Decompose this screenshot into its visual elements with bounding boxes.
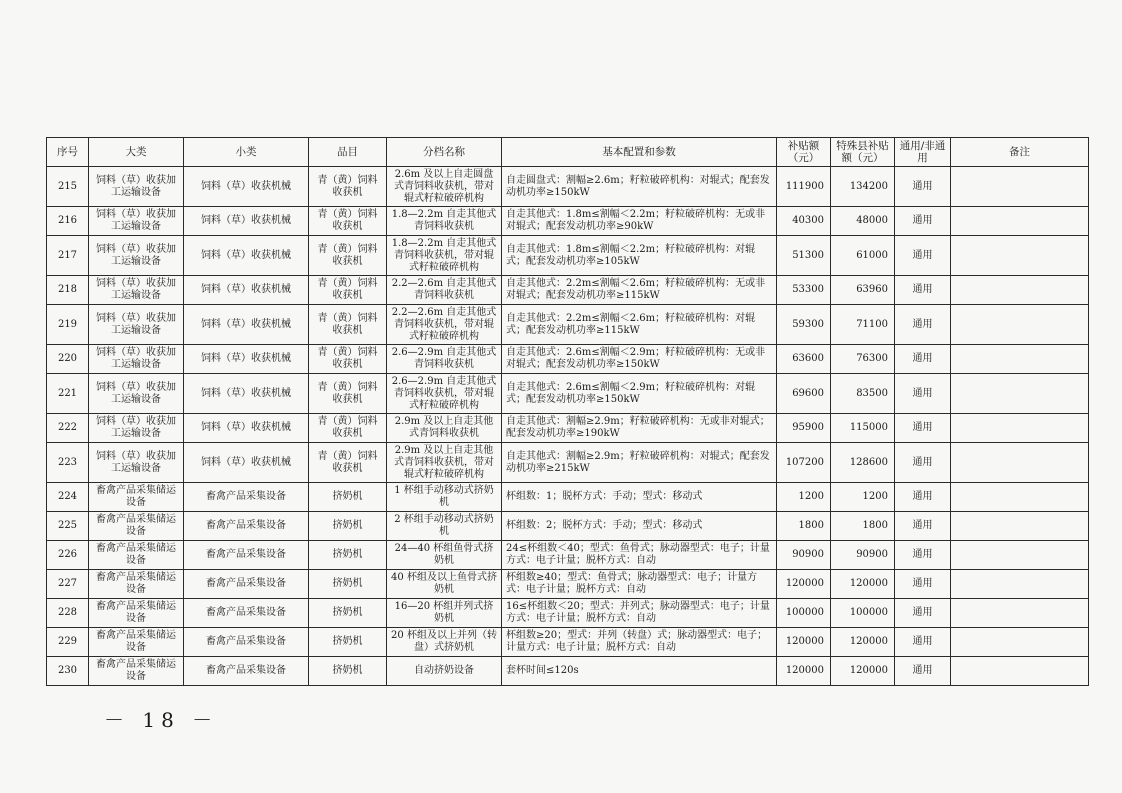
header-general: 通用/非通用 [895, 138, 951, 167]
table-row [47, 276, 1089, 305]
header-item: 品目 [309, 138, 387, 167]
cell-major: 饲料（草）收获加工运输设备 [89, 305, 184, 345]
cell-item: 青（黄）饲料收获机 [309, 345, 387, 374]
cell-tier: 1 杯组手动移动式挤奶机 [387, 483, 502, 512]
cell-major: 畜禽产品采集储运设备 [89, 541, 184, 570]
header-no: 序号 [47, 138, 89, 167]
cell-spec: 24≤杯组数＜40；型式：鱼骨式；脉动器型式：电子；计量方式：电子计量；脱杯方式：自动 [502, 541, 777, 570]
cell-special: 61000 [831, 236, 895, 276]
cell-no: 218 [47, 276, 89, 305]
cell-remark [951, 657, 1089, 686]
cell-major: 畜禽产品采集储运设备 [89, 570, 184, 599]
cell-minor: 畜禽产品采集设备 [184, 628, 309, 657]
table-row [47, 207, 1089, 236]
cell-subsidy: 53300 [777, 276, 831, 305]
table-row [47, 345, 1089, 374]
cell-general: 通用 [895, 236, 951, 276]
cell-special: 120000 [831, 628, 895, 657]
header-spec: 基本配置和参数 [502, 138, 777, 167]
cell-no: 217 [47, 236, 89, 276]
table-row [47, 236, 1089, 276]
cell-special: 1800 [831, 512, 895, 541]
cell-spec: 套杯时间≤120s [502, 657, 777, 686]
page-number: － 18 － [104, 708, 219, 732]
cell-special: 63960 [831, 276, 895, 305]
header-special: 特殊县补贴额（元） [831, 138, 895, 167]
cell-major: 畜禽产品采集储运设备 [89, 512, 184, 541]
header-tier: 分档名称 [387, 138, 502, 167]
cell-general: 通用 [895, 345, 951, 374]
cell-special: 1200 [831, 483, 895, 512]
cell-no: 230 [47, 657, 89, 686]
cell-general: 通用 [895, 443, 951, 483]
cell-special: 128600 [831, 443, 895, 483]
cell-remark [951, 628, 1089, 657]
cell-general: 通用 [895, 207, 951, 236]
cell-item: 挤奶机 [309, 657, 387, 686]
cell-major: 饲料（草）收获加工运输设备 [89, 443, 184, 483]
cell-special: 90900 [831, 541, 895, 570]
cell-tier: 自动挤奶设备 [387, 657, 502, 686]
cell-spec: 自走其他式：2.2m≤割幅＜2.6m；籽粒破碎机构：无或非对辊式；配套发动机功率≥115kW [502, 276, 777, 305]
cell-minor: 畜禽产品采集设备 [184, 512, 309, 541]
cell-spec: 16≤杯组数＜20；型式：并列式；脉动器型式：电子；计量方式：电子计量；脱杯方式：自动 [502, 599, 777, 628]
cell-major: 畜禽产品采集储运设备 [89, 483, 184, 512]
cell-item: 青（黄）饲料收获机 [309, 236, 387, 276]
cell-subsidy: 51300 [777, 236, 831, 276]
cell-item: 挤奶机 [309, 483, 387, 512]
cell-item: 青（黄）饲料收获机 [309, 374, 387, 414]
table-row [47, 167, 1089, 207]
cell-item: 挤奶机 [309, 570, 387, 599]
cell-major: 饲料（草）收获加工运输设备 [89, 236, 184, 276]
cell-major: 饲料（草）收获加工运输设备 [89, 414, 184, 443]
cell-subsidy: 120000 [777, 570, 831, 599]
cell-spec: 杯组数≥40；型式：鱼骨式；脉动器型式：电子；计量方式：电子计量；脱杯方式：自动 [502, 570, 777, 599]
cell-tier: 2.2—2.6m 自走其他式青饲料收获机，带对辊式籽粒破碎机构 [387, 305, 502, 345]
cell-no: 229 [47, 628, 89, 657]
table-row [47, 657, 1089, 686]
cell-item: 青（黄）饲料收获机 [309, 443, 387, 483]
cell-subsidy: 59300 [777, 305, 831, 345]
cell-special: 48000 [831, 207, 895, 236]
cell-tier: 40 杯组及以上鱼骨式挤奶机 [387, 570, 502, 599]
cell-general: 通用 [895, 305, 951, 345]
cell-tier: 2.2—2.6m 自走其他式青饲料收获机 [387, 276, 502, 305]
cell-major: 饲料（草）收获加工运输设备 [89, 345, 184, 374]
cell-no: 228 [47, 599, 89, 628]
table-row [47, 443, 1089, 483]
cell-no: 221 [47, 374, 89, 414]
cell-subsidy: 1200 [777, 483, 831, 512]
cell-minor: 畜禽产品采集设备 [184, 599, 309, 628]
header-remark: 备注 [951, 138, 1089, 167]
table-row [47, 305, 1089, 345]
cell-tier: 2.6m 及以上自走圆盘式青饲料收获机，带对辊式籽粒破碎机构 [387, 167, 502, 207]
cell-spec: 杯组数≥20；型式：并列（转盘）式；脉动器型式：电子；计量方式：电子计量；脱杯方式：自动 [502, 628, 777, 657]
cell-general: 通用 [895, 628, 951, 657]
cell-minor: 畜禽产品采集设备 [184, 483, 309, 512]
cell-item: 青（黄）饲料收获机 [309, 207, 387, 236]
cell-spec: 自走其他式：1.8m≤割幅＜2.2m；籽粒破碎机构：对辊式；配套发动机功率≥105kW [502, 236, 777, 276]
cell-general: 通用 [895, 483, 951, 512]
cell-remark [951, 512, 1089, 541]
cell-minor: 饲料（草）收获机械 [184, 207, 309, 236]
cell-special: 120000 [831, 570, 895, 599]
cell-item: 挤奶机 [309, 628, 387, 657]
cell-item: 青（黄）饲料收获机 [309, 167, 387, 207]
cell-subsidy: 120000 [777, 657, 831, 686]
cell-general: 通用 [895, 414, 951, 443]
cell-item: 挤奶机 [309, 599, 387, 628]
cell-major: 饲料（草）收获加工运输设备 [89, 374, 184, 414]
table-row [47, 414, 1089, 443]
cell-remark [951, 305, 1089, 345]
table-row [47, 570, 1089, 599]
cell-minor: 饲料（草）收获机械 [184, 167, 309, 207]
cell-major: 饲料（草）收获加工运输设备 [89, 276, 184, 305]
cell-no: 223 [47, 443, 89, 483]
cell-tier: 2 杯组手动移动式挤奶机 [387, 512, 502, 541]
cell-remark [951, 374, 1089, 414]
cell-remark [951, 345, 1089, 374]
cell-subsidy: 69600 [777, 374, 831, 414]
cell-remark [951, 276, 1089, 305]
cell-item: 青（黄）饲料收获机 [309, 414, 387, 443]
table-row [47, 541, 1089, 570]
cell-general: 通用 [895, 657, 951, 686]
cell-subsidy: 95900 [777, 414, 831, 443]
table-row [47, 512, 1089, 541]
cell-general: 通用 [895, 374, 951, 414]
cell-no: 215 [47, 167, 89, 207]
cell-minor: 畜禽产品采集设备 [184, 570, 309, 599]
cell-subsidy: 63600 [777, 345, 831, 374]
cell-subsidy: 107200 [777, 443, 831, 483]
subsidy-table [46, 137, 1089, 686]
cell-general: 通用 [895, 541, 951, 570]
table-row [47, 374, 1089, 414]
cell-minor: 饲料（草）收获机械 [184, 374, 309, 414]
cell-remark [951, 207, 1089, 236]
cell-remark [951, 483, 1089, 512]
cell-minor: 饲料（草）收获机械 [184, 305, 309, 345]
cell-general: 通用 [895, 276, 951, 305]
header-minor: 小类 [184, 138, 309, 167]
cell-subsidy: 111900 [777, 167, 831, 207]
cell-remark [951, 414, 1089, 443]
cell-item: 挤奶机 [309, 541, 387, 570]
table-row [47, 628, 1089, 657]
cell-remark [951, 443, 1089, 483]
cell-item: 挤奶机 [309, 512, 387, 541]
header-subsidy: 补贴额（元） [777, 138, 831, 167]
cell-no: 224 [47, 483, 89, 512]
cell-special: 83500 [831, 374, 895, 414]
cell-minor: 饲料（草）收获机械 [184, 236, 309, 276]
cell-item: 青（黄）饲料收获机 [309, 276, 387, 305]
cell-no: 219 [47, 305, 89, 345]
cell-tier: 2.9m 及以上自走其他式青饲料收获机，带对辊式籽粒破碎机构 [387, 443, 502, 483]
cell-tier: 2.9m 及以上自走其他式青饲料收获机 [387, 414, 502, 443]
cell-general: 通用 [895, 512, 951, 541]
cell-spec: 杯组数：2；脱杯方式：手动；型式：移动式 [502, 512, 777, 541]
cell-special: 115000 [831, 414, 895, 443]
cell-no: 220 [47, 345, 89, 374]
cell-remark [951, 599, 1089, 628]
cell-no: 225 [47, 512, 89, 541]
cell-no: 226 [47, 541, 89, 570]
cell-general: 通用 [895, 599, 951, 628]
cell-spec: 自走其他式：2.2m≤割幅＜2.6m；籽粒破碎机构：对辊式；配套发动机功率≥115kW [502, 305, 777, 345]
cell-tier: 16—20 杯组并列式挤奶机 [387, 599, 502, 628]
cell-subsidy: 40300 [777, 207, 831, 236]
cell-spec: 自走其他式：割幅≥2.9m；籽粒破碎机构：对辊式；配套发动机功率≥215kW [502, 443, 777, 483]
table-header-row [47, 138, 1089, 167]
cell-major: 饲料（草）收获加工运输设备 [89, 207, 184, 236]
cell-minor: 饲料（草）收获机械 [184, 345, 309, 374]
cell-major: 饲料（草）收获加工运输设备 [89, 167, 184, 207]
cell-minor: 畜禽产品采集设备 [184, 541, 309, 570]
cell-minor: 饲料（草）收获机械 [184, 414, 309, 443]
cell-spec: 自走其他式：1.8m≤割幅＜2.2m；籽粒破碎机构：无或非对辊式；配套发动机功率≥90kW [502, 207, 777, 236]
cell-remark [951, 570, 1089, 599]
cell-tier: 1.8—2.2m 自走其他式青饲料收获机，带对辊式籽粒破碎机构 [387, 236, 502, 276]
cell-general: 通用 [895, 167, 951, 207]
cell-major: 畜禽产品采集储运设备 [89, 628, 184, 657]
cell-no: 227 [47, 570, 89, 599]
cell-subsidy: 1800 [777, 512, 831, 541]
cell-tier: 20 杯组及以上并列（转盘）式挤奶机 [387, 628, 502, 657]
cell-subsidy: 100000 [777, 599, 831, 628]
cell-item: 青（黄）饲料收获机 [309, 305, 387, 345]
cell-special: 76300 [831, 345, 895, 374]
cell-spec: 自走其他式：割幅≥2.9m；籽粒破碎机构：无或非对辊式；配套发动机功率≥190kW [502, 414, 777, 443]
cell-special: 120000 [831, 657, 895, 686]
cell-tier: 1.8—2.2m 自走其他式青饲料收获机 [387, 207, 502, 236]
cell-minor: 饲料（草）收获机械 [184, 276, 309, 305]
cell-no: 216 [47, 207, 89, 236]
cell-special: 71100 [831, 305, 895, 345]
cell-tier: 24—40 杯组鱼骨式挤奶机 [387, 541, 502, 570]
cell-general: 通用 [895, 570, 951, 599]
cell-tier: 2.6—2.9m 自走其他式青饲料收获机 [387, 345, 502, 374]
cell-major: 畜禽产品采集储运设备 [89, 599, 184, 628]
cell-spec: 杯组数：1；脱杯方式：手动；型式：移动式 [502, 483, 777, 512]
cell-spec: 自走其他式：2.6m≤割幅＜2.9m；籽粒破碎机构：无或非对辊式；配套发动机功率≥150kW [502, 345, 777, 374]
cell-minor: 饲料（草）收获机械 [184, 443, 309, 483]
cell-remark [951, 236, 1089, 276]
cell-minor: 畜禽产品采集设备 [184, 657, 309, 686]
cell-tier: 2.6—2.9m 自走其他式青饲料收获机，带对辊式籽粒破碎机构 [387, 374, 502, 414]
cell-subsidy: 120000 [777, 628, 831, 657]
table-body [47, 167, 1089, 686]
cell-special: 100000 [831, 599, 895, 628]
table-row [47, 599, 1089, 628]
cell-remark [951, 541, 1089, 570]
cell-subsidy: 90900 [777, 541, 831, 570]
table-row [47, 483, 1089, 512]
cell-spec: 自走其他式：2.6m≤割幅＜2.9m；籽粒破碎机构：对辊式；配套发动机功率≥150kW [502, 374, 777, 414]
cell-spec: 自走圆盘式：割幅≥2.6m；籽粒破碎机构：对辊式；配套发动机功率≥150kW [502, 167, 777, 207]
cell-no: 222 [47, 414, 89, 443]
cell-major: 畜禽产品采集储运设备 [89, 657, 184, 686]
header-major: 大类 [89, 138, 184, 167]
cell-special: 134200 [831, 167, 895, 207]
cell-remark [951, 167, 1089, 207]
